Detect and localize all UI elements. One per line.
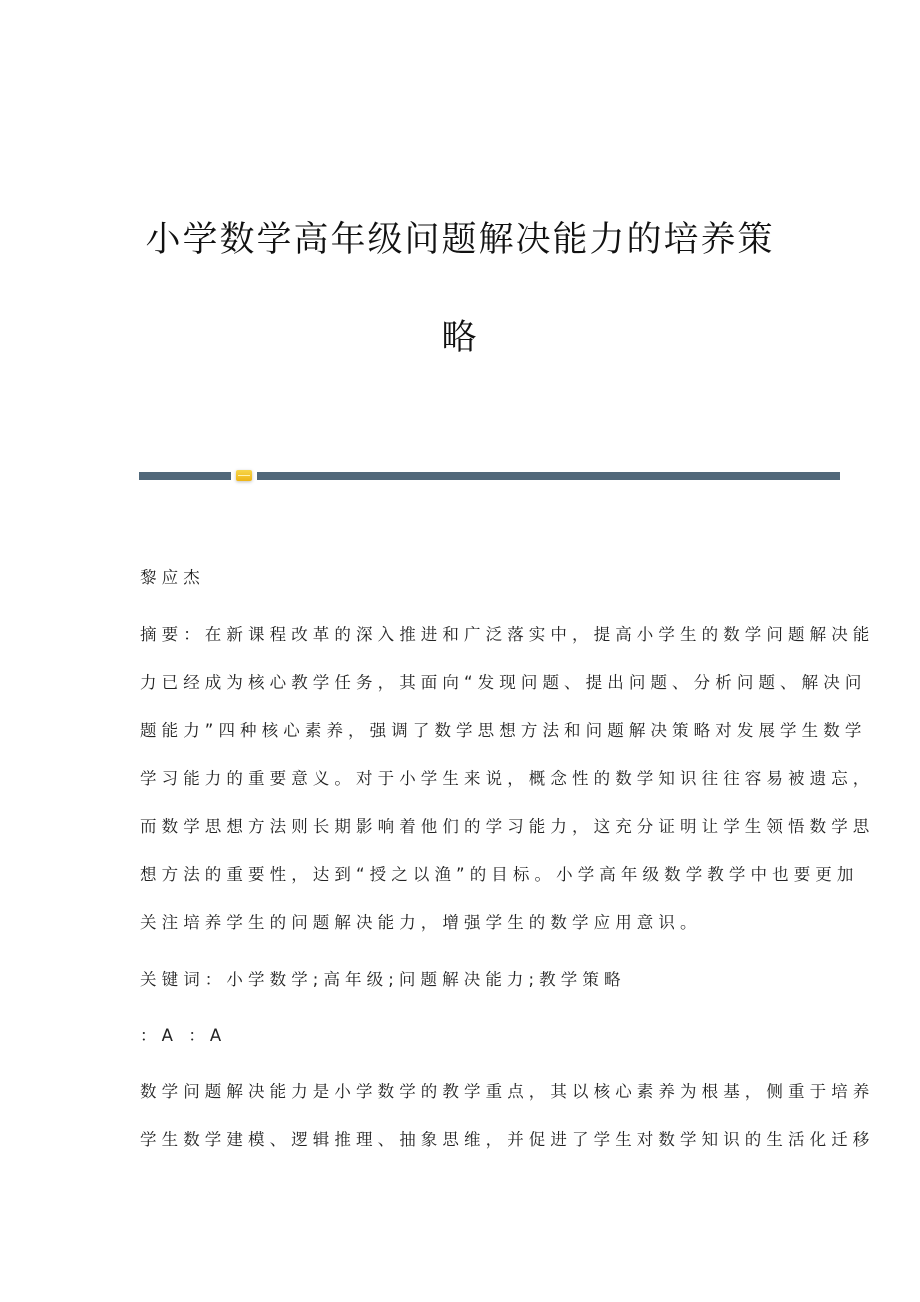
abstract-line: 摘要：在新课程改革的深入推进和广泛落实中，提高小学生的数学问题解决能 [140, 625, 875, 644]
abstract-line: 力已经成为核心教学任务，其面向“发现问题、提出问题、分析问题、解决问 [140, 673, 867, 692]
author-name: 黎应杰 [140, 568, 205, 587]
divider-bar-right [257, 472, 840, 480]
divider-ornament-icon [236, 470, 252, 481]
body-paragraph-line: 数学问题解决能力是小学数学的教学重点，其以核心素养为根基，侧重于培养 [140, 1082, 875, 1101]
abstract-line: 而数学思想方法则长期影响着他们的学习能力，这充分证明让学生领悟数学思 [140, 817, 875, 836]
keywords-line: 关键词：小学数学;高年级;问题解决能力;教学策略 [140, 970, 626, 989]
divider-bar-left [139, 472, 231, 480]
body-paragraph-line: 学生数学建模、逻辑推理、抽象思维，并促进了学生对数学知识的生活化迁移 [140, 1130, 875, 1149]
classification-line: ：A ：A [140, 1026, 227, 1045]
abstract-line: 关注培养学生的问题解决能力，增强学生的数学应用意识。 [140, 913, 702, 932]
document-title-line-1: 小学数学高年级问题解决能力的培养策 [145, 220, 775, 260]
abstract-line: 学习能力的重要意义。对于小学生来说，概念性的数学知识往往容易被遗忘， [140, 769, 875, 788]
abstract-line: 题能力”四种核心素养，强调了数学思想方法和问题解决策略对发展学生数学 [140, 721, 867, 740]
document-title-line-2: 略 [441, 318, 479, 358]
abstract-line: 想方法的重要性，达到“授之以渔”的目标。小学高年级数学教学中也要更加 [140, 865, 859, 884]
